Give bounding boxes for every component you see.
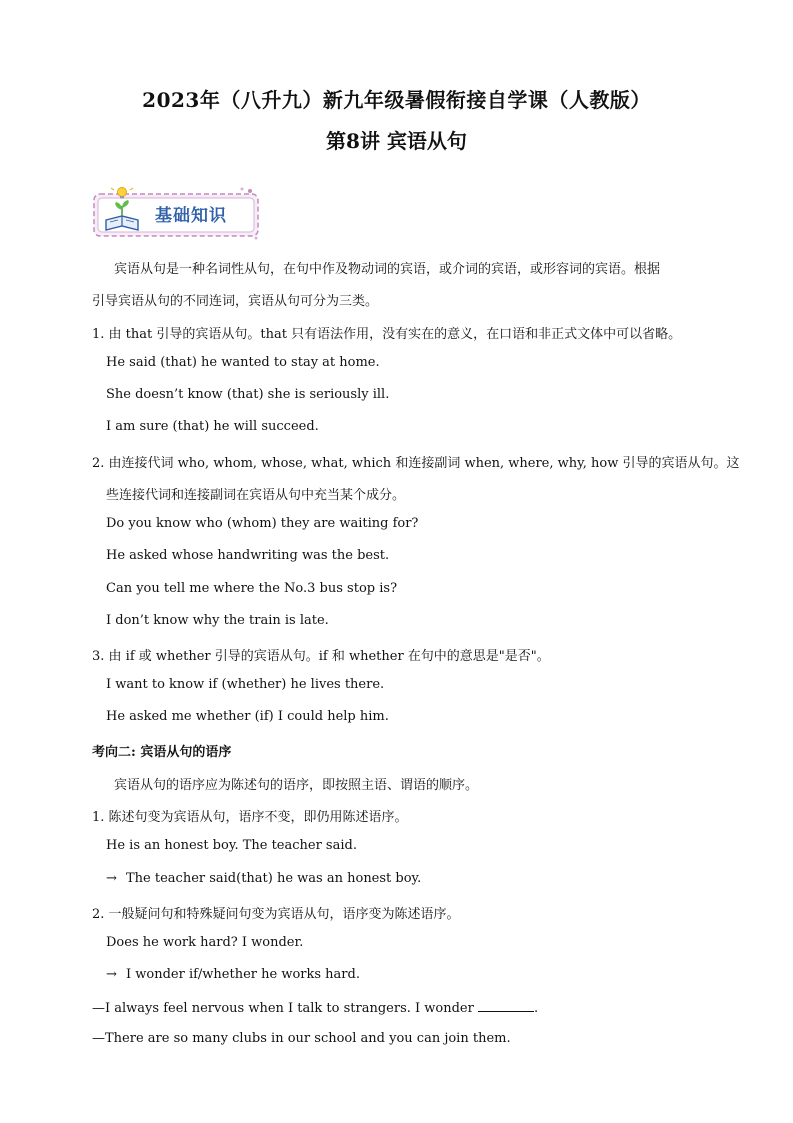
example-sentence: Do you know who (whom) they are waiting for? <box>106 516 419 531</box>
example-sentence: He asked whose handwriting was the best. <box>106 548 390 563</box>
answer-blank[interactable] <box>478 999 534 1012</box>
exercise-line-1: —I always feel nervous when I talk to strangers. I wonder . <box>92 1001 539 1016</box>
example-sentence: I don’t know why the train is late. <box>106 613 329 628</box>
example-sentence: Does he work hard? I wonder. <box>106 935 304 950</box>
example-sentence: I am sure (that) he will succeed. <box>106 419 319 434</box>
rule-3-heading: 3. 由 if 或 whether 引导的宾语从句。if 和 whether 在句中的意思是"是否"。 <box>92 649 550 664</box>
example-transformed: → I wonder if/whether he works hard. <box>106 967 360 982</box>
exercise-line-2: —There are so many clubs in our school and you can join them. <box>92 1031 511 1046</box>
section-2-heading: 考向二: 宾语从句的语序 <box>92 745 232 760</box>
example-transformed: → The teacher said(that) he was an honest boy. <box>106 871 422 886</box>
document-title: 2023年（八升九）新九年级暑假衔接自学课（人教版） <box>142 88 651 112</box>
section-banner-label: 基础知识 <box>155 206 227 226</box>
word-order-rule-1: 1. 陈述句变为宾语从句，语序不变，即仍用陈述语序。 <box>92 810 408 825</box>
right-arrow-icon: → <box>106 967 117 982</box>
section-2-intro: 宾语从句的语序应为陈述句的语序，即按照主语、谓语的顺序。 <box>114 778 479 793</box>
rule-2-heading-continued: 些连接代词和连接副词在宾语从句中充当某个成分。 <box>106 488 406 503</box>
intro-paragraph-line-1: 宾语从句是一种名词性从句，在句中作及物动词的宾语，或介词的宾语，或形容词的宾语。根据 <box>114 262 661 277</box>
right-arrow-icon: → <box>106 871 117 886</box>
example-sentence: He said (that) he wanted to stay at home. <box>106 355 380 370</box>
example-sentence: Can you tell me where the No.3 bus stop is? <box>106 581 398 596</box>
word-order-rule-2: 2. 一般疑问句和特殊疑问句变为宾语从句，语序变为陈述语序。 <box>92 907 460 922</box>
example-sentence: She doesn’t know (that) she is seriously ill. <box>106 387 390 402</box>
rule-1-heading: 1. 由 that 引导的宾语从句。that 只有语法作用，没有实在的意义，在口语和非正式文体中可以省略。 <box>92 327 682 342</box>
rule-2-heading: 2. 由连接代词 who, whom, whose, what, which 和连接副词 when, where, why, how 引导的宾语从句。这 <box>92 456 740 471</box>
example-sentence: He asked me whether (if) I could help him. <box>106 709 389 724</box>
example-sentence: He is an honest boy. The teacher said. <box>106 838 357 853</box>
example-sentence: I want to know if (whether) he lives there. <box>106 677 385 692</box>
lesson-subtitle: 第8讲 宾语从句 <box>326 129 467 153</box>
intro-paragraph-line-2: 引导宾语从句的不同连词，宾语从句可分为三类。 <box>92 294 379 309</box>
